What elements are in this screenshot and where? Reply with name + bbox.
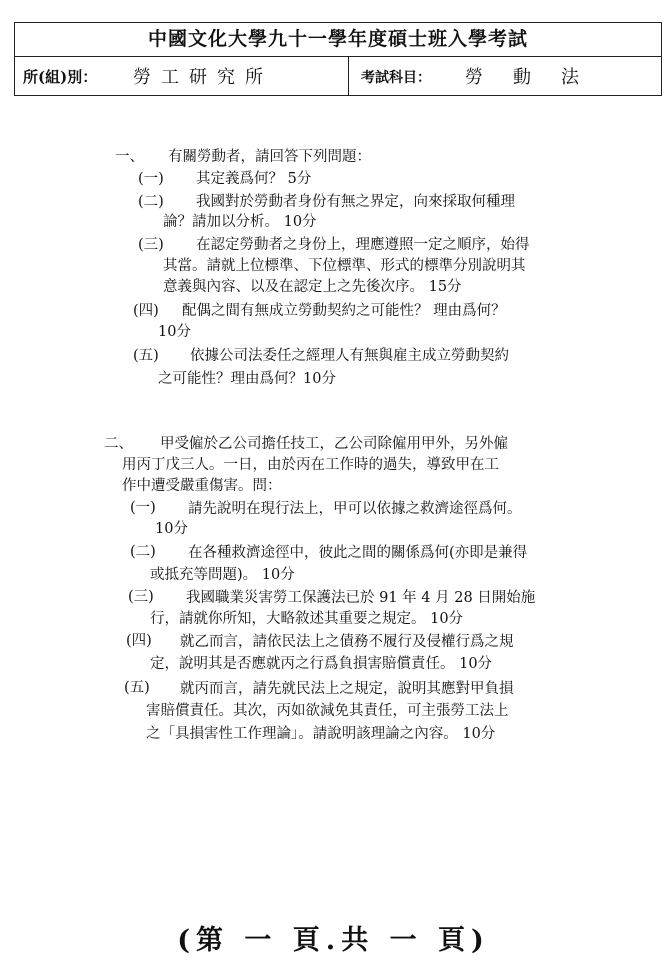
q2-item-3-line-2: 行，請就你所知，大略敘述其重要之規定。 10分 — [150, 611, 464, 627]
q2-item-2-line-2: 或抵充等問題)。 10分 — [150, 567, 295, 583]
q1-item-3-line-3: 意義與內容、以及在認定上之先後次序。 15分 — [163, 279, 462, 295]
q2-item-5-line-1: 就丙而言，請先就民法上之規定，說明其應對甲負損 — [180, 681, 514, 697]
question-2-intro-line-3: 作中遭受嚴重傷害。問： — [122, 478, 282, 494]
subject-value: 勞動法 — [465, 67, 609, 88]
q2-item-4-line-2: 定，說明其是否應就丙之行爲負損害賠償責任。 10分 — [150, 656, 493, 672]
question-2-intro-line-1: 甲受僱於乙公司擔任技工，乙公司除僱用甲外，另外僱 — [160, 436, 508, 452]
q1-item-4-number: (四) — [133, 303, 159, 319]
q2-item-5-line-3: 之「具損害性工作理論」。請說明該理論之內容。 10分 — [146, 726, 496, 742]
q2-item-3-line-1: 我國職業災害勞工保護法已於 91 年 4 月 28 日開始施 — [186, 590, 536, 606]
q1-item-2-number: (二) — [138, 194, 164, 210]
q2-item-1-line-2: 10分 — [155, 521, 188, 537]
dept-label: 所(組)別： — [23, 68, 98, 86]
q1-item-5-line-1: 依據公司法委任之經理人有無與雇主成立勞動契約 — [190, 348, 509, 364]
q2-item-2-number: (二) — [130, 544, 156, 560]
q2-item-4-number: (四) — [126, 633, 152, 649]
q1-item-1-line-1: 其定義爲何？ 5分 — [196, 171, 312, 187]
q1-item-4-line-2: 10分 — [158, 324, 191, 340]
dept-value: 勞工研究所 — [133, 67, 273, 88]
q1-item-4-line-1: 配偶之間有無成立勞動契約之可能性？ 理由爲何？ — [182, 303, 506, 319]
page-footer: (第 一 頁.共 一 頁) — [177, 925, 490, 956]
header-divider — [348, 57, 349, 95]
q1-item-3-number: (三) — [138, 237, 164, 253]
q2-item-5-number: (五) — [124, 680, 150, 696]
q2-item-3-number: (三) — [128, 589, 154, 605]
exam-title: 中國文化大學九十一學年度碩士班入學考試 — [15, 23, 661, 57]
q2-item-4-line-1: 就乙而言，請依民法上之債務不履行及侵權行爲之規 — [180, 634, 514, 650]
q1-item-5-number: (五) — [133, 348, 159, 364]
question-2-intro-line-2: 用丙丁戊三人。一日，由於丙在工作時的過失，導致甲在工 — [122, 457, 499, 473]
subject-label: 考試科目： — [361, 70, 431, 86]
q2-item-1-line-1: 請先說明在現行法上，甲可以依據之救濟途徑爲何。 — [188, 501, 522, 517]
q1-item-2-line-2: 論？請加以分析。 10分 — [163, 214, 317, 230]
q1-item-3-line-1: 在認定勞動者之身份上，理應遵照一定之順序，始得 — [196, 237, 530, 253]
q2-item-5-line-2: 害賠償責任。其次，丙如欲減免其責任，可主張勞工法上 — [146, 703, 509, 719]
q2-item-1-number: (一) — [130, 500, 156, 516]
exam-header — [14, 22, 662, 96]
q2-item-2-line-1: 在各種救濟途徑中，彼此之間的關係爲何(亦即是兼得 — [188, 545, 528, 561]
question-1-number: 一、 — [115, 149, 144, 165]
question-2-number: 二、 — [104, 436, 133, 452]
q1-item-2-line-1: 我國對於勞動者身份有無之界定，向來採取何種理 — [196, 194, 515, 210]
q1-item-3-line-2: 其當。請就上位標準、下位標準、形式的標準分別說明其 — [163, 258, 526, 274]
q1-item-5-line-2: 之可能性？理由爲何？10分 — [158, 371, 336, 387]
question-1-intro: 有關勞動者，請回答下列問題： — [168, 149, 371, 165]
header-info-row — [15, 57, 661, 95]
q1-item-1-number: (一) — [138, 171, 164, 187]
